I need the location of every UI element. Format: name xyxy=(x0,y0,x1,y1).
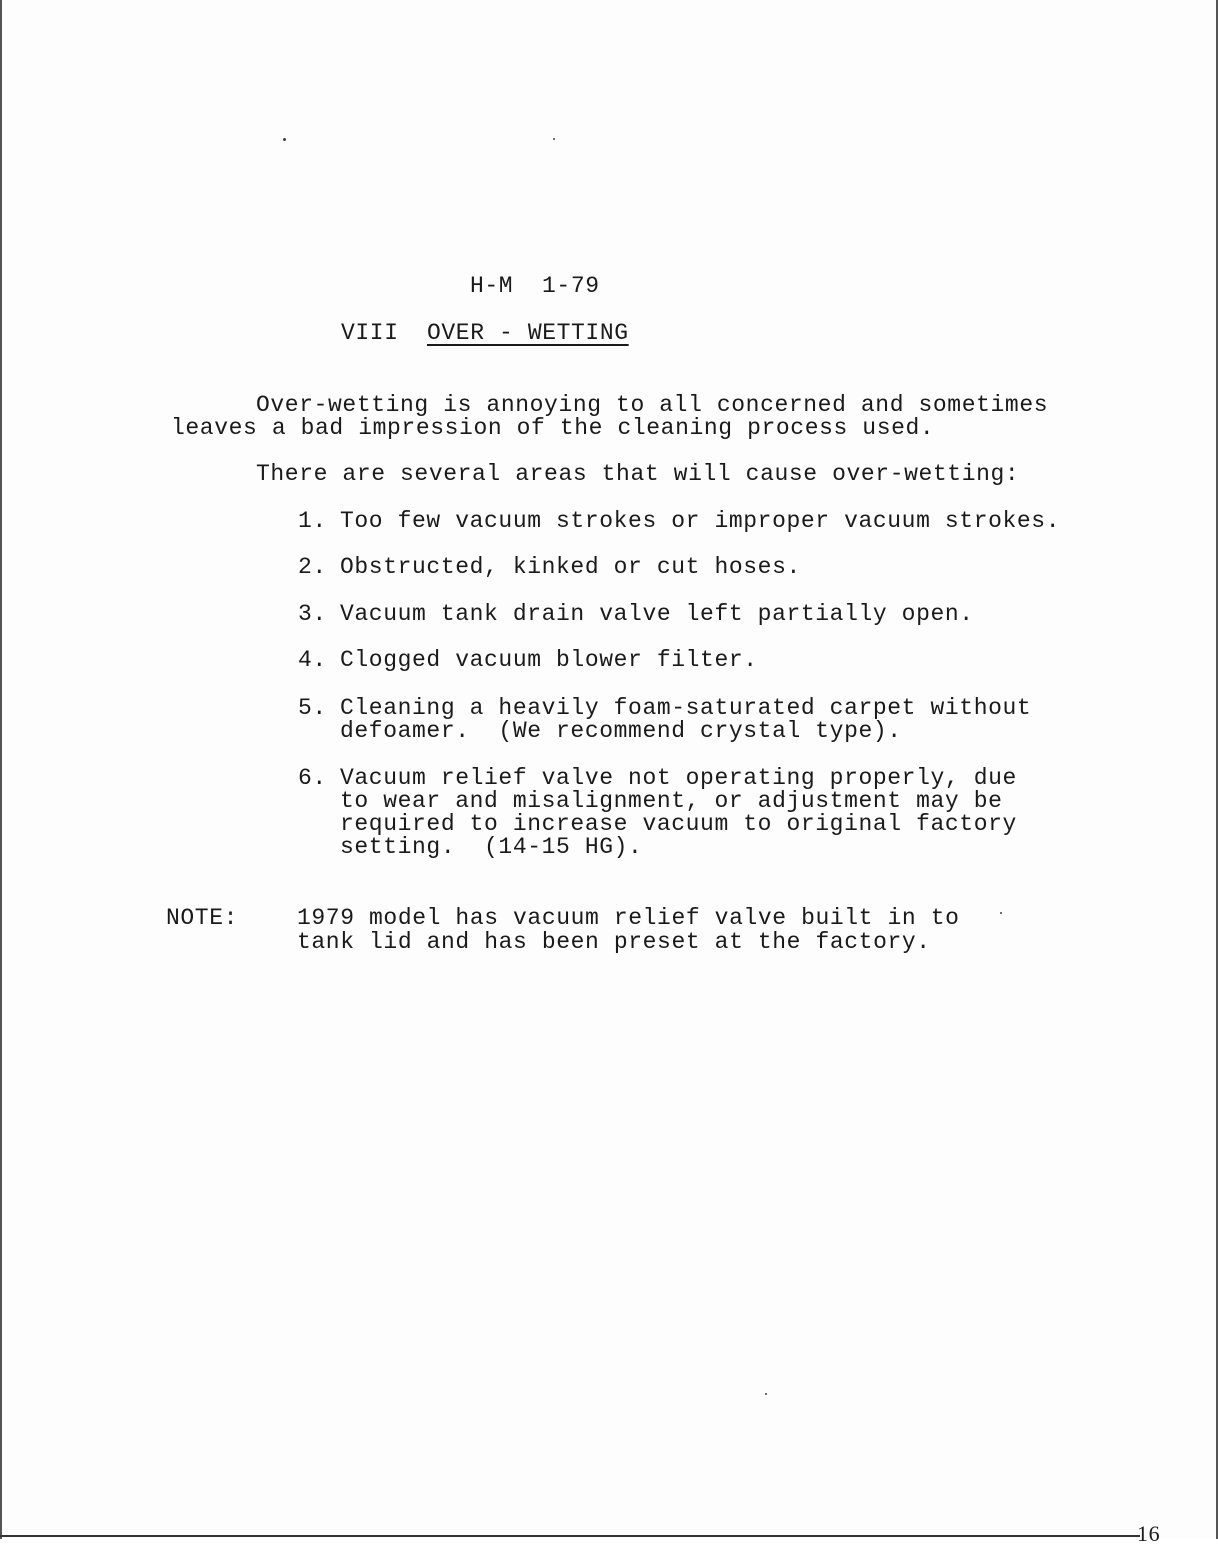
list-item-number: 2. xyxy=(298,554,327,580)
list-item-number: 3. xyxy=(298,601,327,627)
list-item-text: Obstructed, kinked or cut hoses. xyxy=(340,554,801,580)
page-edge-left xyxy=(0,0,2,1539)
note-line-2: tank lid and has been preset at the factory. xyxy=(297,929,931,955)
list-item-text: Clogged vacuum blower filter. xyxy=(340,647,758,673)
list-item-text: Vacuum tank drain valve left partially open. xyxy=(340,601,974,627)
doc-code: H-M 1-79 xyxy=(470,273,600,299)
page-edge-bottom xyxy=(0,1535,1140,1537)
list-item-text: Cleaning a heavily foam-saturated carpet without xyxy=(340,695,1032,721)
section-number: VIII xyxy=(341,320,399,346)
list-item-number: 6. xyxy=(298,765,327,791)
scan-speck xyxy=(553,138,555,140)
page-number: 16 xyxy=(1137,1521,1161,1546)
list-item-number: 1. xyxy=(298,508,327,534)
list-item-text: to wear and misalignment, or adjustment may be xyxy=(340,788,1003,814)
section-title: OVER - WETTING xyxy=(427,320,629,346)
scan-speck xyxy=(765,1393,767,1395)
list-item-text: defoamer. (We recommend crystal type). xyxy=(340,718,902,744)
list-item-text: required to increase vacuum to original factory xyxy=(340,811,1017,837)
list-item-number: 4. xyxy=(298,647,327,673)
list-intro: There are several areas that will cause over-wetting: xyxy=(256,461,1020,487)
note-label: NOTE: xyxy=(166,905,239,931)
list-item-text: Too few vacuum strokes or improper vacuum strokes. xyxy=(340,508,1061,534)
note-line-1: 1979 model has vacuum relief valve built in to xyxy=(297,905,960,931)
intro-line-2: leaves a bad impression of the cleaning process used. xyxy=(171,415,935,441)
scan-speck xyxy=(1000,912,1002,914)
scan-speck xyxy=(283,138,286,141)
list-item-text: setting. (14-15 HG). xyxy=(340,834,643,860)
list-item-number: 5. xyxy=(298,695,327,721)
list-item-text: Vacuum relief valve not operating properly, due xyxy=(340,765,1017,791)
intro-line-1: Over-wetting is annoying to all concerned and sometimes xyxy=(256,392,1049,418)
